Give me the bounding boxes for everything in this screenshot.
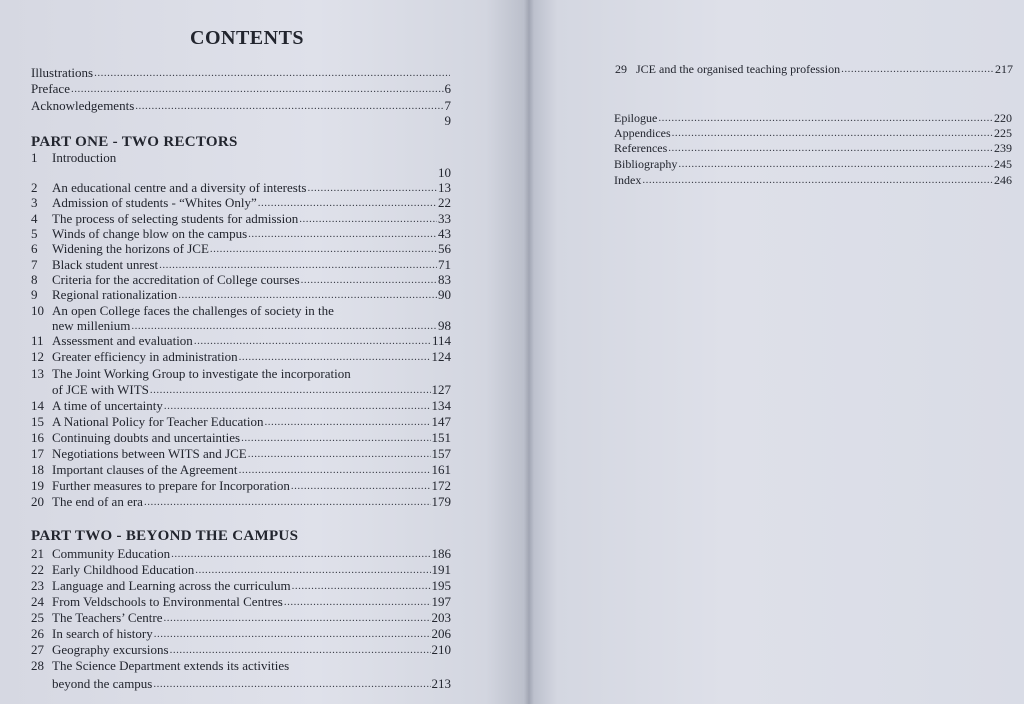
toc-entry-chapter: 22 Early Childhood Education ..... 191 bbox=[31, 562, 451, 578]
toc-entry-chapter: 27 Geography excursions ..... 210 bbox=[31, 642, 451, 658]
part-one-heading: PART ONE - TWO RECTORS bbox=[31, 134, 238, 150]
toc-entry-chapter: 10 bbox=[438, 165, 451, 180]
book-gutter bbox=[524, 0, 534, 704]
toc-entry-chapter: 16 Continuing doubts and uncertainties ..... 151 bbox=[31, 430, 451, 446]
toc-entry-chapter: 13 The Joint Working Group to investigate the incorporation bbox=[31, 366, 351, 381]
toc-entry-bibliography: Bibliography ..... 245 bbox=[614, 156, 1012, 172]
part-two-heading: PART TWO - BEYOND THE CAMPUS bbox=[31, 528, 299, 544]
right-page bbox=[528, 0, 1024, 704]
toc-entry-chapter: 10 An open College faces the challenges of society in the bbox=[31, 303, 334, 318]
toc-entry-references: References ..... 239 bbox=[614, 140, 1012, 156]
toc-entry-chapter: 8 Criteria for the accreditation of College courses ..... 83 bbox=[31, 272, 451, 288]
contents-title: CONTENTS bbox=[190, 27, 305, 49]
toc-entry-chapter: 24 From Veldschools to Environmental Centres ..... 197 bbox=[31, 594, 451, 610]
toc-entry-acknowledgements: Acknowledgements ..... 7 bbox=[31, 98, 451, 114]
toc-entry-chapter: 2 An educational centre and a diversity of interests ..... 13 bbox=[31, 180, 451, 196]
toc-entry-page-9: 9 bbox=[444, 113, 451, 128]
toc-entry-chapter: 19 Further measures to prepare for Incorporation ..... 172 bbox=[31, 478, 451, 494]
toc-entry-chapter: 28 The Science Department extends its activities bbox=[31, 658, 290, 673]
toc-entry-index: Index ..... 246 bbox=[614, 172, 1012, 188]
toc-entry-appendices: Appendices ..... 225 bbox=[614, 125, 1012, 141]
toc-entry-chapter: 11 Assessment and evaluation ..... 114 bbox=[31, 333, 451, 349]
toc-entry-chapter: 25 The Teachers’ Centre ..... 203 bbox=[31, 610, 451, 626]
toc-entry-chapter: 7 Black student unrest ..... 71 bbox=[31, 257, 451, 273]
toc-entry-chapter: 4 The process of selecting students for admission ..... 33 bbox=[31, 211, 451, 227]
toc-entry-chapter: 1 Introduction bbox=[31, 150, 117, 165]
toc-entry-chapter: beyond the campus ..... 213 bbox=[31, 676, 451, 692]
toc-entry-chapter: 21 Community Education ..... 186 bbox=[31, 546, 451, 562]
toc-entry-chapter: 9 Regional rationalization ..... 90 bbox=[31, 287, 451, 303]
toc-entry-chapter: 6 Widening the horizons of JCE ..... 56 bbox=[31, 241, 451, 257]
toc-entry-chapter: new millenium ..... 98 bbox=[31, 318, 451, 334]
toc-entry-chapter: 3 Admission of students - “Whites Only” ..... 22 bbox=[31, 195, 451, 211]
toc-entry-chapter: 20 The end of an era ..... 179 bbox=[31, 494, 451, 510]
toc-entry-chapter: 26 In search of history ..... 206 bbox=[31, 626, 451, 642]
toc-entry-chapter: of JCE with WITS ..... 127 bbox=[31, 382, 451, 398]
toc-entry-chapter: 12 Greater efficiency in administration ..... 124 bbox=[31, 349, 451, 365]
toc-entry-chapter: 17 Negotiations between WITS and JCE ..... 157 bbox=[31, 446, 451, 462]
toc-entry-chapter-29: 29 JCE and the organised teaching profession ..... 217 bbox=[615, 61, 1013, 77]
toc-entry-chapter: 5 Winds of change blow on the campus ..... 43 bbox=[31, 226, 451, 242]
toc-entry-chapter: 23 Language and Learning across the curriculum ..... 195 bbox=[31, 578, 451, 594]
toc-entry-chapter: 14 A time of uncertainty ..... 134 bbox=[31, 398, 451, 414]
toc-entry-chapter: 18 Important clauses of the Agreement ..... 161 bbox=[31, 462, 451, 478]
toc-entry-epilogue: Epilogue ..... 220 bbox=[614, 110, 1012, 126]
toc-entry-preface: Preface ..... 6 bbox=[31, 81, 451, 97]
toc-entry-illustrations: Illustrations ..... bbox=[31, 65, 451, 81]
toc-entry-chapter: 15 A National Policy for Teacher Education ..... 147 bbox=[31, 414, 451, 430]
